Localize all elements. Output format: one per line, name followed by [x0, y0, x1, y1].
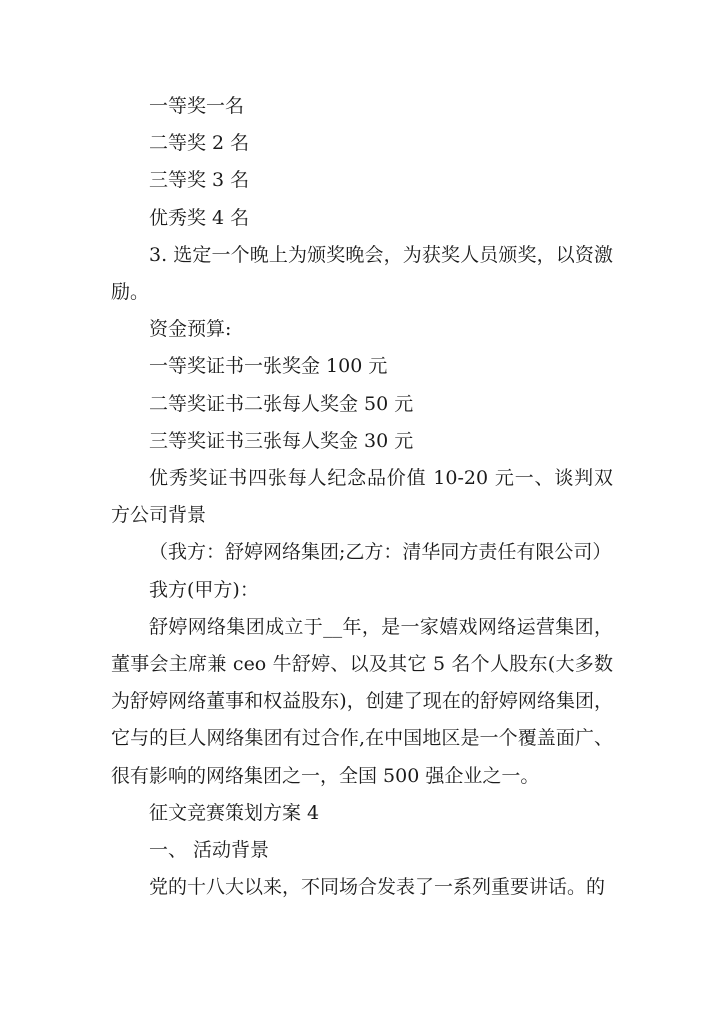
- paragraph-first-prize: 一等奖一名: [149, 95, 245, 117]
- paragraph-award-ceremony: 3. 选定一个晚上为颁奖晚会，为获奖人员颁奖，以资激励。: [111, 243, 613, 304]
- paragraph-company-background: 舒婷网络集团成立于__年，是一家嬉戏网络运营集团，董事会主席兼 ceo 牛舒婷、以及其它 5 名个人股东(大多数为舒婷网络董事和权益股东)，创建了现在的舒婷网络集团，它与的巨人网络集团有过合作,在中国地区是一个覆盖面广、很有影响的网络集团之一，全国 500 强企业之一。: [111, 615, 613, 787]
- paragraph-third-prize: 三等奖 3 名: [149, 169, 250, 192]
- paragraph-budget-second: 二等奖证书二张每人奖金 50 元: [149, 392, 414, 415]
- paragraph-budget-first: 一等奖证书一张奖金 100 元: [149, 355, 388, 378]
- paragraph-budget-heading: 资金预算:: [149, 318, 232, 341]
- paragraph-activity-background: 一、 活动背景: [149, 839, 270, 862]
- paragraph-budget-third: 三等奖证书三张每人奖金 30 元: [149, 429, 414, 452]
- paragraph-party-congress: 党的十八大以来，不同场合发表了一系列重要讲话。的: [149, 876, 606, 899]
- paragraph-budget-excellence: 优秀奖证书四张每人纪念品价值 10-20 元一、谈判双方公司背景: [111, 467, 613, 527]
- paragraph-excellence-prize: 优秀奖 4 名: [149, 206, 250, 229]
- paragraph-second-prize: 二等奖 2 名: [149, 132, 250, 155]
- paragraph-our-side: 我方(甲方)：: [149, 578, 259, 601]
- paragraph-essay-plan-title: 征文竞赛策划方案 4: [149, 801, 320, 824]
- paragraph-parties: （我方：舒婷网络集团;乙方：清华同方责任有限公司）: [149, 541, 612, 564]
- document-body: [111, 88, 613, 906]
